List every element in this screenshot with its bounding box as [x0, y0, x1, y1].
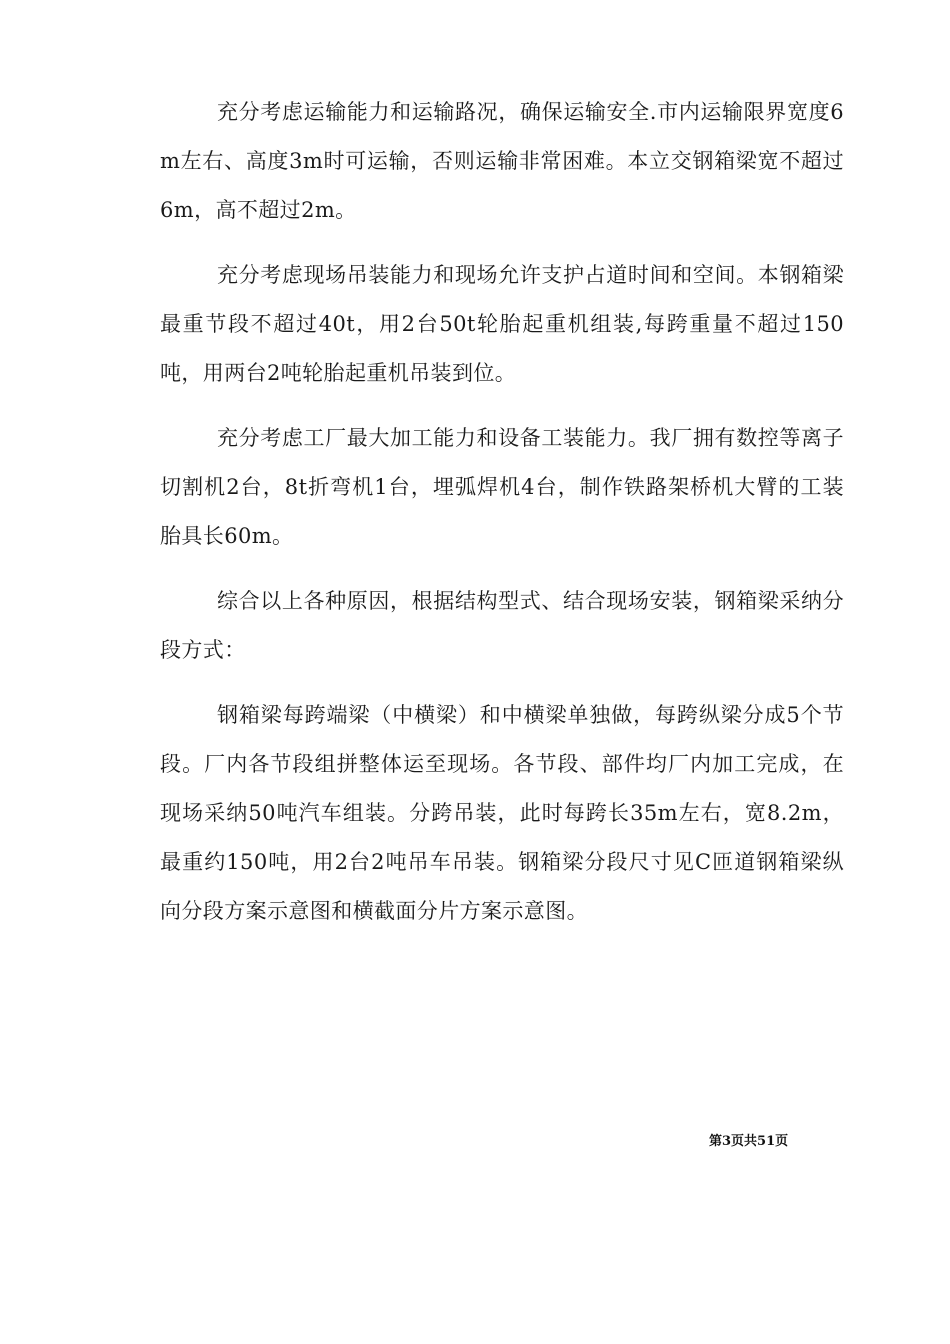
page-number: 第3页共51页: [709, 1134, 789, 1149]
paragraph-factory: 充分考虑工厂最大加工能力和设备工装能力。我厂拥有数控等离子切割机2台，8t折弯机1台，埋弧焊机4台，制作铁路架桥机大臂的工装胎具长60m。: [160, 426, 844, 548]
paragraph-segmentation: 钢箱梁每跨端梁（中横梁）和中横梁单独做，每跨纵梁分成5个节段。厂内各节段组拼整体运至现场。各节段、部件均厂内加工完成，在现场采纳50吨汽车组装。分跨吊装，此时每跨长35m左右，宽8.2m，最重约150吨，用2台2吨吊车吊装。钢箱梁分段尺寸见C匝道钢箱梁纵向分段方案示意图和横截面分片方案示意图。: [160, 703, 844, 923]
paragraph-lifting: 充分考虑现场吊装能力和现场允许支护占道时间和空间。本钢箱梁最重节段不超过40t，用2台50t轮胎起重机组装,每跨重量不超过150吨，用两台2吨轮胎起重机吊装到位。: [160, 263, 844, 385]
paragraph-summary: 综合以上各种原因，根据结构型式、结合现场安装，钢箱梁采纳分段方式：: [160, 589, 844, 662]
page-body: [160, 88, 844, 952]
paragraph-transport: 充分考虑运输能力和运输路况，确保运输安全.市内运输限界宽度6m左右、高度3m时可运输，否则运输非常困难。本立交钢箱梁宽不超过6m，高不超过2m。: [160, 100, 844, 222]
